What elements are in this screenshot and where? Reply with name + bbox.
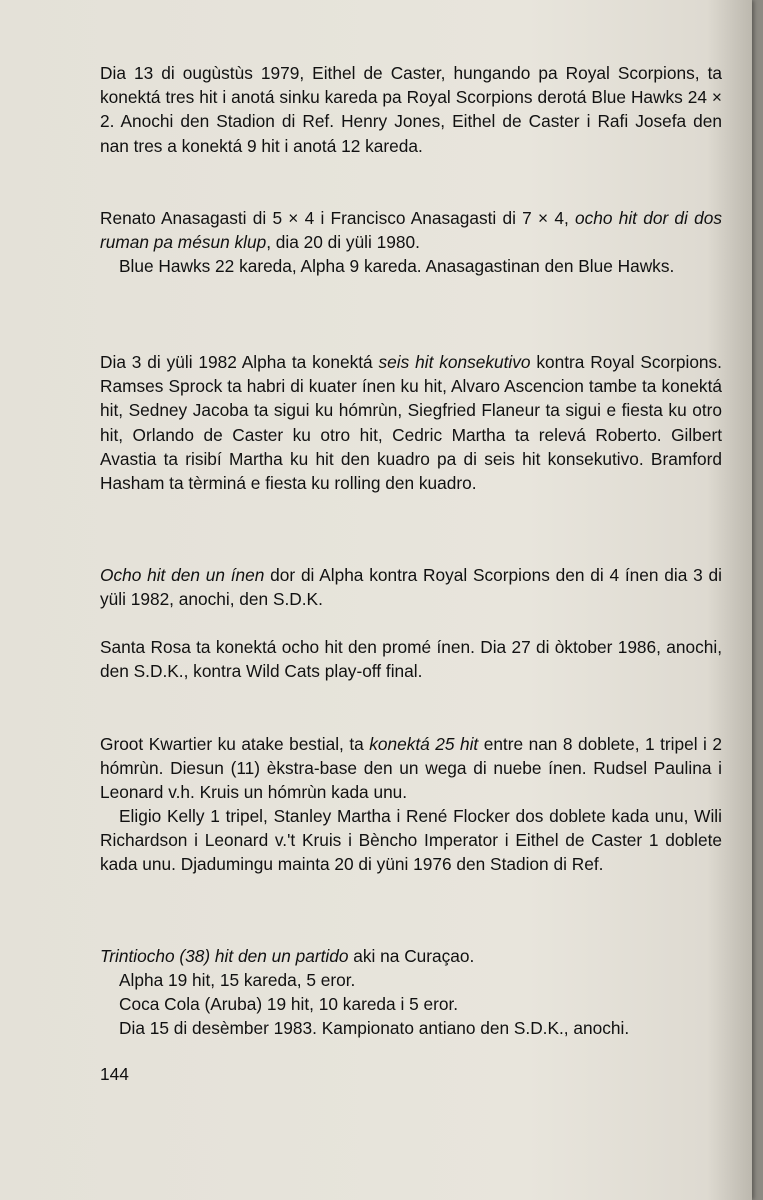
paragraph-1: Dia 13 di ougùstùs 1979, Eithel de Caster, hungando pa Royal Scorpions, ta konektá tres hit i anotá sinku kareda pa Royal Scorpions derotá Blue Hawks 24 × 2. Anochi den Stadion di Ref. Henry Jones, Eithel de Caster i Rafi Josefa den nan tres a konektá 9 hit i anotá 12 kareda. (100, 63, 722, 156)
paragraph-2: Renato Anasagasti di 5 × 4 i Francisco Anasagasti di 7 × 4, ocho hit dor di dos ruman pa mésun klup, dia 20 di yüli 1980. (100, 208, 722, 253)
paragraph-5: Ocho hit den un ínen dor di Alpha kontra Royal Scorpions den di 4 ínen dia 3 di yüli 1982, anochi, den S.D.K. (100, 565, 722, 610)
paragraph-9: Trintiocho (38) hit den un partido aki na Curaçao. (100, 946, 475, 966)
result-line-3: Dia 15 di desèmber 1983. Kampionato antiano den S.D.K., anochi. (119, 1018, 630, 1038)
result-line-1: Alpha 19 hit, 15 kareda, 5 eror. (119, 970, 356, 990)
paragraph-7: Groot Kwartier ku atake bestial, ta konektá 25 hit entre nan 8 doblete, 1 tripel i 2 hómrùn. Diesun (11) èkstra-base den un wega di nuebe ínen. Rudsel Paulina i Leonard v.h. Kruis un hómrùn kada unu. (100, 734, 722, 803)
result-line-2: Coca Cola (Aruba) 19 hit, 10 kareda i 5 eror. (119, 994, 459, 1014)
paragraph-8: Eligio Kelly 1 tripel, Stanley Martha i René Flocker dos doblete kada unu, Wili Richardson i Leonard v.'t Kruis i Bèncho Imperator i Eithel de Caster 1 doblete kada unu. Djadumingu mainta 20 di yüni 1976 den Stadion di Ref. (100, 806, 722, 875)
paragraph-4: Dia 3 di yüli 1982 Alpha ta konektá seis hit konsekutivo kontra Royal Scorpions. Ramses Sprock ta habri di kuater ínen ku hit, Alvaro Ascencion tambe ta konektá hit, Sedney Jacoba ta sigui ku hómrùn, Siegfried Flaneur ta sigui e fiesta ku otro hit, Orlando de Caster ku otro hit, Cedric Martha ta relevá Roberto. Gilbert Avastia ta risibí Martha ku hit den kuadro pa di seis hit konsekutivo. Bramford Hasham ta tèrminá e fiesta ku rolling den kuadro. (100, 352, 722, 494)
paragraph-3: Blue Hawks 22 kareda, Alpha 9 kareda. Anasagastinan den Blue Hawks. (119, 256, 675, 276)
page-number: 144 (100, 1064, 129, 1084)
paragraph-6: Santa Rosa ta konektá ocho hit den promé ínen. Dia 27 di òktober 1986, anochi, den S.D.K., kontra Wild Cats play-off final. (100, 637, 722, 682)
